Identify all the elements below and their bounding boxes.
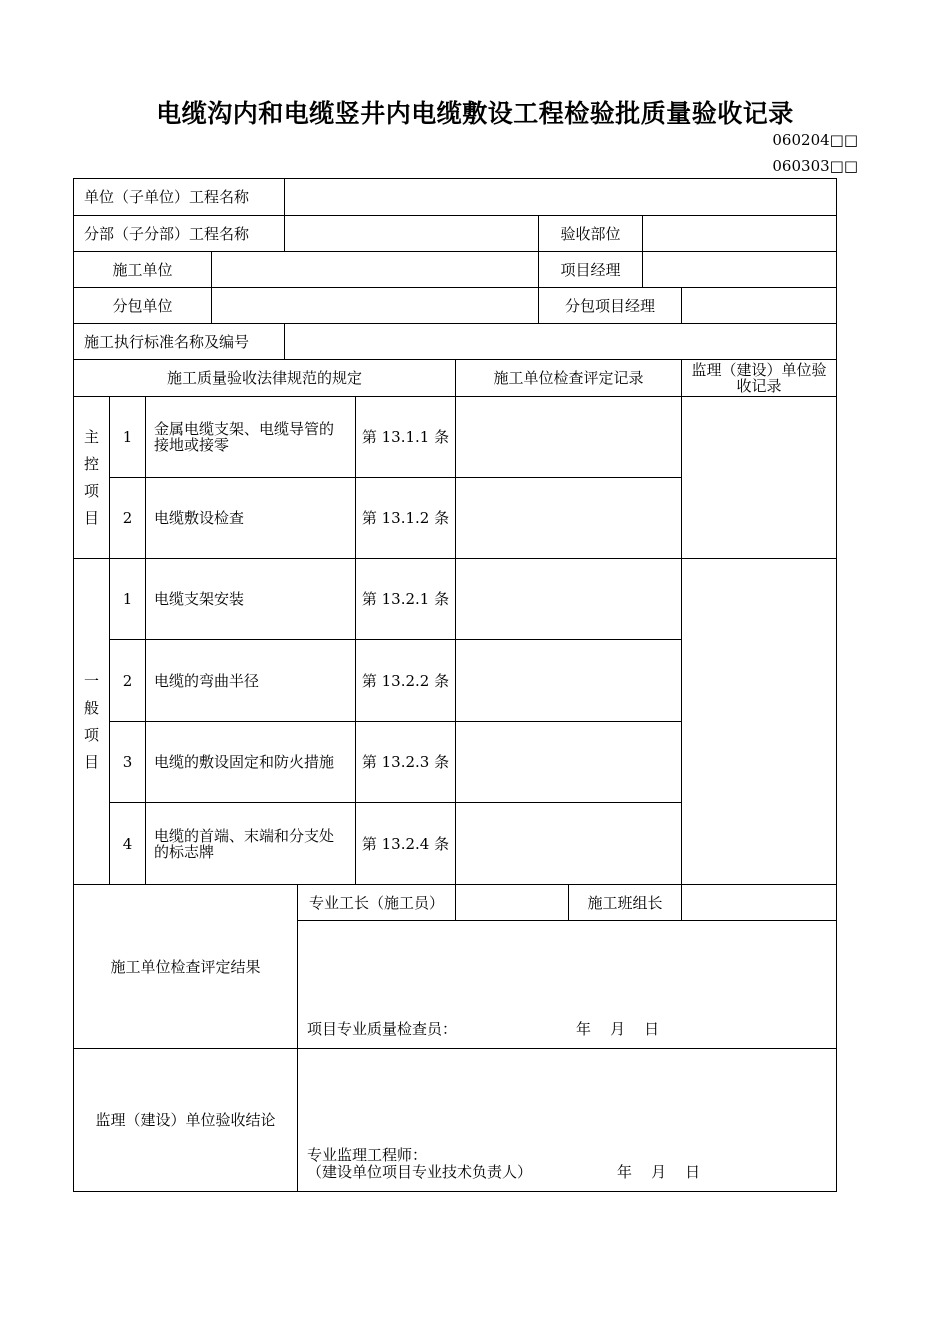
subcontractor-label: 分包单位 (73, 287, 212, 324)
main-item-2-name: 电缆敷设检查 (145, 477, 356, 559)
unit-project-label: 单位（子单位）工程名称 (73, 178, 285, 216)
supervisor-engineer-label: 专业监理工程师： (307, 1146, 428, 1164)
general-item-2-name: 电缆的弯曲半径 (145, 639, 356, 722)
standard-label: 施工执行标准名称及编号 (73, 323, 285, 360)
main-item-1-no: 1 (109, 396, 146, 478)
general-item-3-name: 电缆的敷设固定和防火措施 (145, 721, 356, 803)
supervisor-result-label: 监理（建设）单位验收结论 (73, 1048, 298, 1192)
form-code-1: 060204□□ (772, 131, 858, 149)
owner-tech-lead-label: （建设单位项目专业技术负责人） (307, 1163, 533, 1181)
general-item-1-clause: 第 13.2.1 条 (355, 558, 456, 640)
project-manager-label: 项目经理 (538, 251, 643, 288)
contractor-result-label: 施工单位检查评定结果 (73, 884, 298, 1049)
general-items-supervisor-record[interactable] (681, 558, 837, 885)
main-item-2-clause: 第 13.1.2 条 (355, 477, 456, 559)
form-code-2: 060303□□ (772, 157, 858, 175)
foreman-label: 专业工长（施工员） (297, 884, 456, 921)
main-item-2-contractor-record[interactable] (455, 477, 682, 559)
general-item-4-name: 电缆的首端、末端和分支处的标志牌 (145, 802, 356, 885)
general-item-1-contractor-record[interactable] (455, 558, 682, 640)
document-title: 电缆沟内和电缆竖井内电缆敷设工程检验批质量验收记录 (156, 99, 794, 128)
unit-project-field[interactable] (284, 178, 837, 216)
main-items-group-label: 主 控 项 目 (73, 396, 110, 559)
column-header-spec: 施工质量验收法律规范的规定 (73, 359, 456, 397)
sub-project-manager-field[interactable] (681, 287, 837, 324)
general-items-group-label: 一 般 项 目 (73, 558, 110, 885)
general-item-4-clause: 第 13.2.4 条 (355, 802, 456, 885)
general-item-1-no: 1 (109, 558, 146, 640)
main-item-1-contractor-record[interactable] (455, 396, 682, 478)
team-leader-field[interactable] (681, 884, 837, 921)
supervisor-date: 年 月 日 (617, 1163, 701, 1181)
general-item-2-no: 2 (109, 639, 146, 722)
column-header-contractor-record: 施工单位检查评定记录 (455, 359, 682, 397)
general-item-4-no: 4 (109, 802, 146, 885)
general-item-2-clause: 第 13.2.2 条 (355, 639, 456, 722)
general-item-3-contractor-record[interactable] (455, 721, 682, 803)
project-manager-field[interactable] (642, 251, 837, 288)
general-item-3-no: 3 (109, 721, 146, 803)
general-item-1-name: 电缆支架安装 (145, 558, 356, 640)
inspector-label: 项目专业质量检查员： (307, 1020, 458, 1038)
main-items-supervisor-record[interactable] (681, 396, 837, 559)
contractor-field[interactable] (211, 251, 539, 288)
column-header-supervisor-record: 监理（建设）单位验收记录 (681, 359, 837, 397)
inspector-date: 年 月 日 (576, 1020, 660, 1038)
main-item-1-clause: 第 13.1.1 条 (355, 396, 456, 478)
subcontractor-field[interactable] (211, 287, 539, 324)
foreman-field[interactable] (455, 884, 569, 921)
main-item-2-no: 2 (109, 477, 146, 559)
division-field[interactable] (284, 215, 539, 252)
general-item-3-clause: 第 13.2.3 条 (355, 721, 456, 803)
general-item-4-contractor-record[interactable] (455, 802, 682, 885)
team-leader-label: 施工班组长 (568, 884, 682, 921)
acceptance-part-field[interactable] (642, 215, 837, 252)
division-label: 分部（子分部）工程名称 (73, 215, 285, 252)
general-item-2-contractor-record[interactable] (455, 639, 682, 722)
sub-project-manager-label: 分包项目经理 (538, 287, 682, 324)
standard-field[interactable] (284, 323, 837, 360)
contractor-label: 施工单位 (73, 251, 212, 288)
main-item-1-name: 金属电缆支架、电缆导管的接地或接零 (145, 396, 356, 478)
acceptance-part-label: 验收部位 (538, 215, 643, 252)
